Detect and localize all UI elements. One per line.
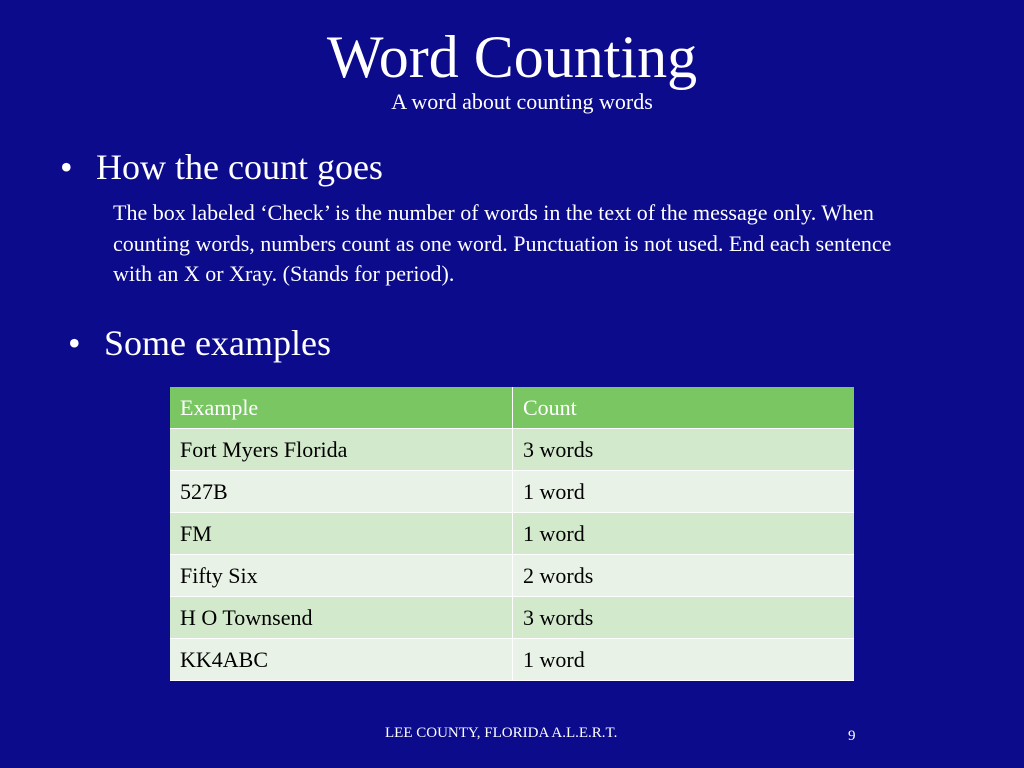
cell-example: 527B <box>170 471 513 513</box>
cell-count: 1 word <box>513 513 855 555</box>
cell-example: Fort Myers Florida <box>170 429 513 471</box>
cell-example: Fifty Six <box>170 555 513 597</box>
cell-example: H O Townsend <box>170 597 513 639</box>
cell-example: FM <box>170 513 513 555</box>
slide-subtitle: A word about counting words <box>391 89 653 114</box>
bullet-dot-icon: • <box>60 147 73 187</box>
cell-example: KK4ABC <box>170 639 513 681</box>
bullet-dot-icon: • <box>68 323 81 363</box>
cell-count: 1 word <box>513 639 855 681</box>
explanation-paragraph: The box labeled ‘Check’ is the number of words in the text of the message only. When counting words, numbers count as one word. Punctuation is not used. End each sentence with an X or Xray. (Stands for period). <box>113 200 892 286</box>
page-number: 9 <box>848 728 856 744</box>
cell-count: 2 words <box>513 555 855 597</box>
table-row <box>170 597 854 639</box>
bullet-how-count-goes <box>60 146 383 188</box>
cell-count: 3 words <box>513 597 855 639</box>
bullet-text: Some examples <box>104 323 331 363</box>
table-row <box>170 555 854 597</box>
table-row <box>170 639 854 681</box>
header-example: Example <box>170 387 513 429</box>
table-row <box>170 471 854 513</box>
cell-count: 3 words <box>513 429 855 471</box>
examples-table <box>170 387 854 681</box>
table-header-row <box>170 387 854 429</box>
bullet-some-examples <box>68 322 331 364</box>
cell-count: 1 word <box>513 471 855 513</box>
bullet-text: How the count goes <box>96 147 383 187</box>
table-row <box>170 429 854 471</box>
table-row <box>170 513 854 555</box>
slide-title: Word Counting <box>326 24 698 90</box>
header-count: Count <box>513 387 855 429</box>
slide-footer: LEE COUNTY, FLORIDA A.L.E.R.T. <box>385 725 618 741</box>
